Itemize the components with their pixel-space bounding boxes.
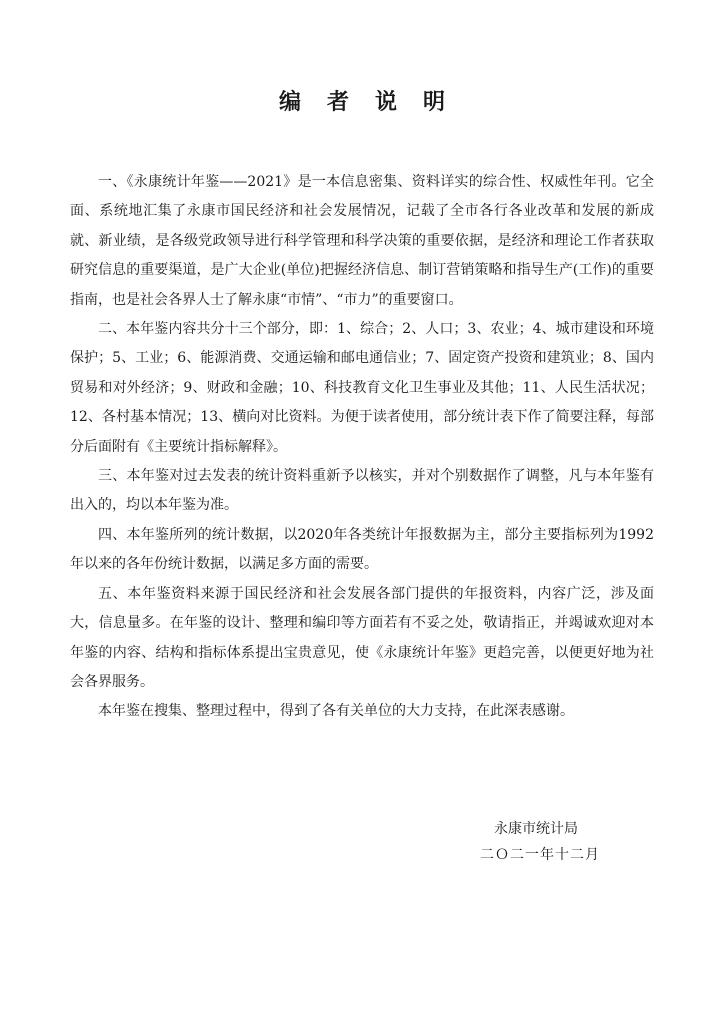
paragraph-3: 三、本年鉴对过去发表的统计资料重新予以核实，并对个别数据作了调整，凡与本年鉴有出入的，均以本年鉴为准。 (70, 468, 654, 514)
paragraph-6: 本年鉴在搜集、整理过程中，得到了各有关单位的大力支持，在此深表感谢。 (98, 703, 574, 720)
document-body (70, 168, 654, 727)
paragraph-4: 四、本年鉴所列的统计数据，以2020年各类统计年报数据为主，部分主要指标列为1992年以来的各年份统计数据，以满足多方面的需要。 (70, 526, 654, 573)
paragraph-1: 一、《永康统计年鉴——2021》是一本信息密集、资料详实的综合性、权威性年刊。它全面、系统地汇集了永康市国民经济和社会发展情况，记载了全市各行各业改革和发展的新成就、新业绩，是各级党政领导进行科学管理和科学决策的重要依据，是经济和理论工作者获取研究信息的重要渠道，是广大企业(单位)把握经济信息、制订营销策略和指导生产(工作)的重要指南，也是社会各界人士了解永康“市情”、“市力”的重要窗口。 (70, 174, 654, 308)
signature-block (400, 816, 640, 868)
paragraph-2: 二、本年鉴内容共分十三个部分，即：1、综合；2、人口；3、农业；4、城市建设和环境保护；5、工业；6、能源消费、交通运输和邮电通信业；7、固定资产投资和建筑业；8、国内贸易和对外经济；9、财政和金融；10、科技教育文化卫生事业及其他；11、人民生活状况；12、各村基本情况；13、横向对比资料。为便于读者使用，部分统计表下作了简要注释，每部分后面附有《主要统计指标解释》。 (70, 321, 654, 455)
signature-date: 二Ｏ二一年十二月 (480, 847, 600, 863)
paragraph-5: 五、本年鉴资料来源于国民经济和社会发展各部门提供的年报资料，内容广泛，涉及面大，信息量多。在年鉴的设计、整理和编印等方面若有不妥之处，敬请指正，并竭诚欢迎对本年鉴的内容、结构和指标体系提出宝贵意见，使《永康统计年鉴》更趋完善，以便更好地为社会各界服务。 (70, 585, 654, 690)
signature-organization: 永康市统计局 (494, 821, 578, 837)
page-title: 编者说明 (278, 90, 471, 115)
